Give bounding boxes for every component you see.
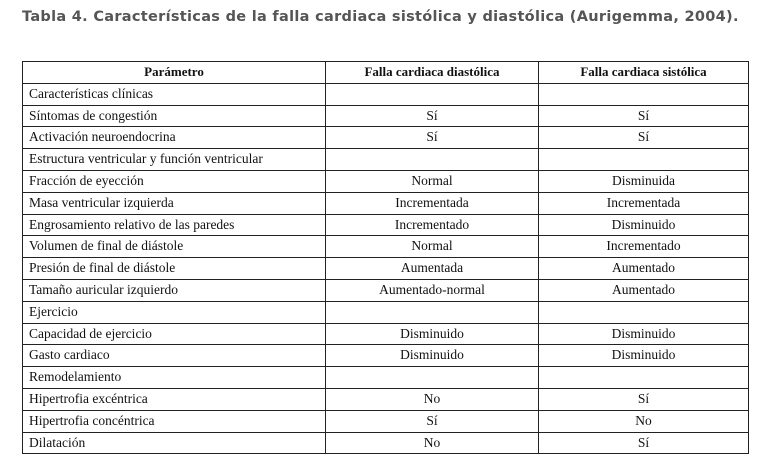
table-row (23, 388, 749, 410)
cell-parametro: Volumen de final de diástole (23, 236, 326, 258)
cell-diastolica: Disminuido (326, 345, 539, 367)
cell-parametro: Ejercicio (23, 301, 326, 323)
table-row (23, 301, 749, 323)
cell-diastolica: Incrementada (326, 192, 539, 214)
cell-diastolica (326, 367, 539, 389)
table-row (23, 236, 749, 258)
cell-sistolica: Sí (539, 127, 749, 149)
header-parametro: Parámetro (23, 62, 326, 84)
cell-sistolica: Sí (539, 388, 749, 410)
table-row (23, 127, 749, 149)
table-row (23, 170, 749, 192)
cell-sistolica: Disminuido (539, 214, 749, 236)
cell-diastolica (326, 301, 539, 323)
table-row (23, 83, 749, 105)
cell-diastolica: Sí (326, 127, 539, 149)
cell-sistolica (539, 83, 749, 105)
cell-parametro: Hipertrofia excéntrica (23, 388, 326, 410)
cell-parametro: Masa ventricular izquierda (23, 192, 326, 214)
table-caption: Tabla 4. Características de la falla cardiaca sistólica y diastólica (Aurigemma, 2004). (22, 9, 739, 25)
cell-parametro: Síntomas de congestión (23, 105, 326, 127)
header-sistolica: Falla cardiaca sistólica (539, 62, 749, 84)
cell-parametro: Engrosamiento relativo de las paredes (23, 214, 326, 236)
cell-sistolica: Sí (539, 105, 749, 127)
cell-parametro: Gasto cardiaco (23, 345, 326, 367)
cell-diastolica (326, 83, 539, 105)
cell-sistolica: Aumentado (539, 258, 749, 280)
cell-diastolica: Incrementado (326, 214, 539, 236)
cell-sistolica (539, 149, 749, 171)
cell-sistolica: Disminuida (539, 170, 749, 192)
cell-sistolica (539, 367, 749, 389)
cell-sistolica: Aumentado (539, 279, 749, 301)
cell-diastolica: Sí (326, 410, 539, 432)
cell-diastolica (326, 149, 539, 171)
cell-sistolica: Disminuido (539, 323, 749, 345)
cell-parametro: Hipertrofia concéntrica (23, 410, 326, 432)
cell-diastolica: Normal (326, 170, 539, 192)
cell-sistolica: No (539, 410, 749, 432)
table-row (23, 105, 749, 127)
table-row (23, 192, 749, 214)
cell-diastolica: Disminuido (326, 323, 539, 345)
table-row (23, 149, 749, 171)
cell-sistolica: Incrementado (539, 236, 749, 258)
cell-parametro: Tamaño auricular izquierdo (23, 279, 326, 301)
cell-sistolica: Incrementada (539, 192, 749, 214)
table-row (23, 258, 749, 280)
table-row (23, 345, 749, 367)
table-row (23, 432, 749, 454)
table-row (23, 323, 749, 345)
cell-parametro: Fracción de eyección (23, 170, 326, 192)
cell-parametro: Dilatación (23, 432, 326, 454)
cell-parametro: Estructura ventricular y función ventricular (23, 149, 326, 171)
cell-sistolica (539, 301, 749, 323)
cell-diastolica: No (326, 388, 539, 410)
table-row (23, 367, 749, 389)
cell-parametro: Capacidad de ejercicio (23, 323, 326, 345)
table-row (23, 214, 749, 236)
cell-diastolica: Aumentada (326, 258, 539, 280)
table-row (23, 279, 749, 301)
cell-parametro: Remodelamiento (23, 367, 326, 389)
cell-parametro: Características clínicas (23, 83, 326, 105)
cell-sistolica: Disminuido (539, 345, 749, 367)
cell-diastolica: Sí (326, 105, 539, 127)
cell-diastolica: Normal (326, 236, 539, 258)
cell-diastolica: Aumentado-normal (326, 279, 539, 301)
header-row (23, 62, 749, 84)
cell-parametro: Presión de final de diástole (23, 258, 326, 280)
cell-diastolica: No (326, 432, 539, 454)
cell-parametro: Activación neuroendocrina (23, 127, 326, 149)
table-row (23, 410, 749, 432)
header-diastolica: Falla cardiaca diastólica (326, 62, 539, 84)
cell-sistolica: Sí (539, 432, 749, 454)
comparison-table (22, 61, 749, 454)
